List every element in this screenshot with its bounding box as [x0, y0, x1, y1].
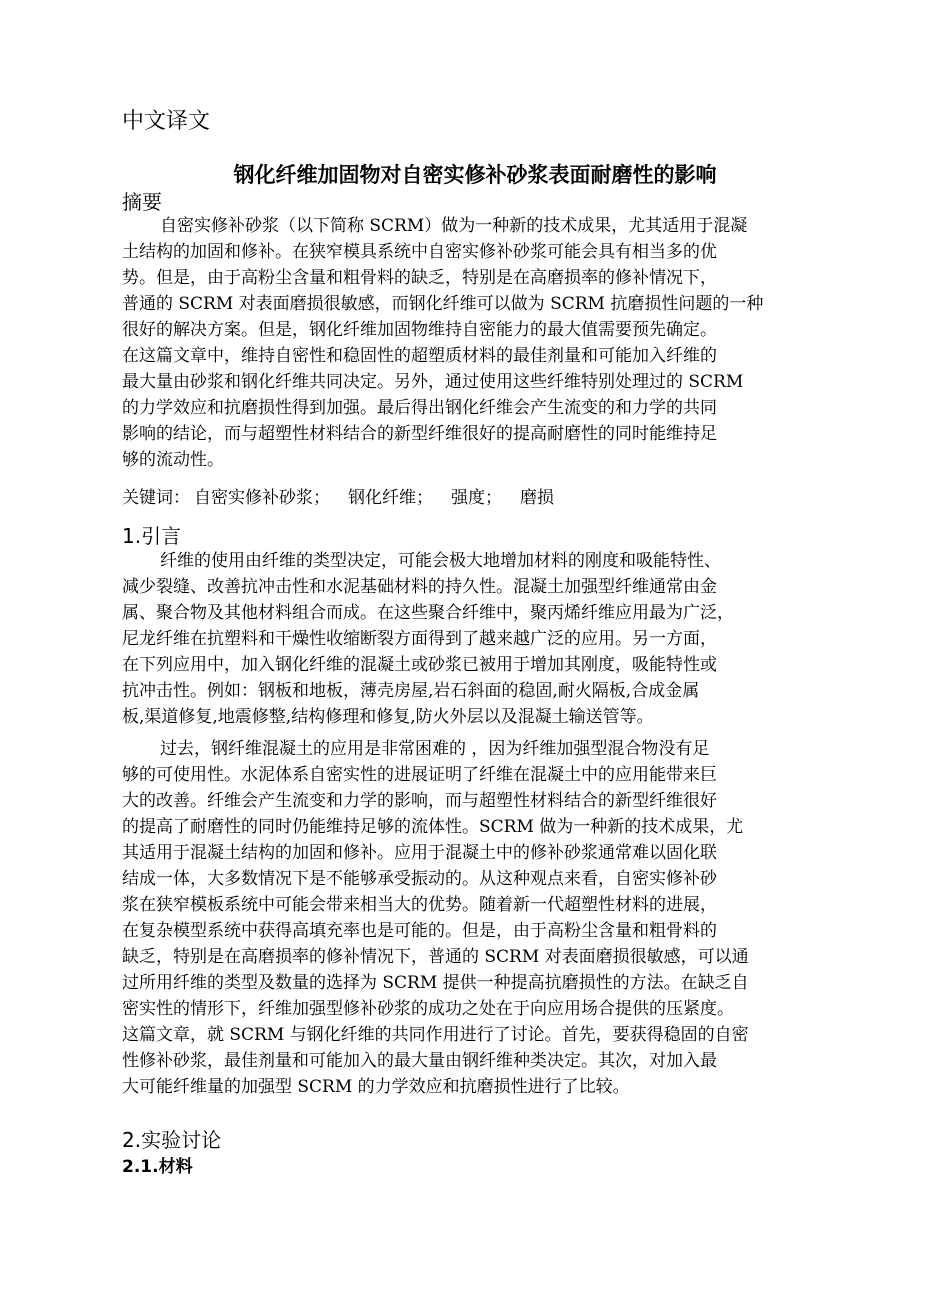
abstract-paragraph — [122, 213, 862, 473]
intro-line: 大的改善。纤维会产生流变和力学的影响，而与超塑性材料结合的新型纤维很好 — [122, 791, 717, 811]
keyword-item: 钢化纤维； — [348, 488, 433, 508]
section-label: 中文译文 — [122, 109, 211, 134]
intro-line: 尼龙纤维在抗塑料和干燥性收缩断裂方面得到了越来越广泛的应用。另一方面， — [122, 629, 717, 649]
experiment-heading: 2.实验讨论 — [122, 1128, 222, 1152]
abstract-line: 土结构的加固和修补。在狭窄模具系统中自密实修补砂浆可能会具有相当多的优 — [122, 242, 717, 262]
abstract-line: 普通的 SCRM 对表面磨损很敏感，而钢化纤维可以做为 SCRM 抗磨损性问题的一种 — [122, 294, 764, 314]
intro-line: 够的可使用性。水泥体系自密实性的进展证明了纤维在混凝土中的应用能带来巨 — [122, 765, 717, 785]
intro-line: 过去，钢纤维混凝土的应用是非常困难的 ，因为纤维加强型混合物没有足 — [160, 739, 710, 759]
intro-heading: 1.引言 — [122, 524, 182, 548]
intro-line: 密实性的情形下，纤维加强型修补砂浆的成功之处在于向应用场合提供的压紧度。 — [122, 999, 734, 1019]
intro-line: 在下列应用中，加入钢化纤维的混凝土或砂浆已被用于增加其刚度，吸能特性或 — [122, 655, 717, 675]
abstract-line: 最大量由砂浆和钢化纤维共同决定。另外，通过使用这些纤维特别处理过的 SCRM — [122, 372, 744, 392]
materials-subheading: 2.1.材料 — [122, 1157, 193, 1177]
abstract-line: 够的流动性。 — [122, 450, 224, 470]
intro-line: 结成一体，大多数情况下是不能够承受振动的。从这种观点来看，自密实修补砂 — [122, 869, 717, 889]
keyword-item: 磨损 — [520, 488, 554, 508]
intro-paragraph-1 — [122, 548, 862, 730]
intro-line: 的提高了耐磨性的同时仍能维持足够的流体性。SCRM 做为一种新的技术成果，尤 — [122, 817, 744, 837]
intro-line: 这篇文章，就 SCRM 与钢化纤维的共同作用进行了讨论。首先，要获得稳固的自密 — [122, 1025, 749, 1045]
intro-line: 过所用纤维的类型及数量的选择为 SCRM 提供一种提高抗磨损性的方法。在缺乏自 — [122, 973, 749, 993]
keywords-line — [122, 485, 568, 511]
intro-line: 在复杂模型系统中获得高填充率也是可能的。但是，由于高粉尘含量和粗骨料的 — [122, 921, 717, 941]
document-title: 钢化纤维加固物对自密实修补砂浆表面耐磨性的影响 — [233, 163, 717, 187]
intro-paragraph-2 — [122, 736, 862, 1100]
intro-line: 缺乏，特别是在高磨损率的修补情况下，普通的 SCRM 对表面磨损很敏感，可以通 — [122, 947, 749, 967]
abstract-line: 势。但是，由于高粉尘含量和粗骨料的缺乏，特别是在高磨损率的修补情况下， — [122, 268, 717, 288]
abstract-line: 在这篇文章中，维持自密性和稳固性的超塑质材料的最佳剂量和可能加入纤维的 — [122, 346, 717, 366]
keyword-item: 强度； — [451, 488, 502, 508]
intro-line: 其适用于混凝土结构的加固和修补。应用于混凝土中的修补砂浆通常难以固化联 — [122, 843, 717, 863]
abstract-line: 的力学效应和抗磨损性得到加强。最后得出钢化纤维会产生流变的和力学的共同 — [122, 398, 717, 418]
abstract-heading: 摘要 — [122, 190, 162, 214]
intro-line: 浆在狭窄模板系统中可能会带来相当大的优势。随着新一代超塑性材料的进展， — [122, 895, 717, 915]
intro-line: 性修补砂浆，最佳剂量和可能加入的最大量由钢纤维种类决定。其次，对加入最 — [122, 1051, 717, 1071]
abstract-line: 影响的结论，而与超塑性材料结合的新型纤维很好的提高耐磨性的同时能维持足 — [122, 424, 717, 444]
intro-line: 大可能纤维量的加强型 SCRM 的力学效应和抗磨损性进行了比较。 — [122, 1077, 630, 1097]
abstract-line: 自密实修补砂浆（以下简称 SCRM）做为一种新的技术成果，尤其适用于混凝 — [160, 216, 748, 236]
intro-line: 板,渠道修复,地震修整,结构修理和修复,防火外层以及混凝土输送管等。 — [122, 707, 654, 727]
intro-line: 减少裂缝、改善抗冲击性和水泥基础材料的持久性。混凝土加强型纤维通常由金 — [122, 577, 717, 597]
keyword-item: 自密实修补砂浆； — [194, 488, 330, 508]
intro-line: 抗冲击性。例如：钢板和地板，薄壳房屋,岩石斜面的稳固,耐火隔板,合成金属 — [122, 681, 700, 701]
abstract-line: 很好的解决方案。但是，钢化纤维加固物维持自密能力的最大值需要预先确定。 — [122, 320, 717, 340]
keywords-label: 关键词： — [122, 488, 190, 508]
intro-line: 纤维的使用由纤维的类型决定，可能会极大地增加材料的刚度和吸能特性、 — [160, 551, 721, 571]
intro-line: 属、聚合物及其他材料组合而成。在这些聚合纤维中，聚丙烯纤维应用最为广泛， — [122, 603, 734, 623]
